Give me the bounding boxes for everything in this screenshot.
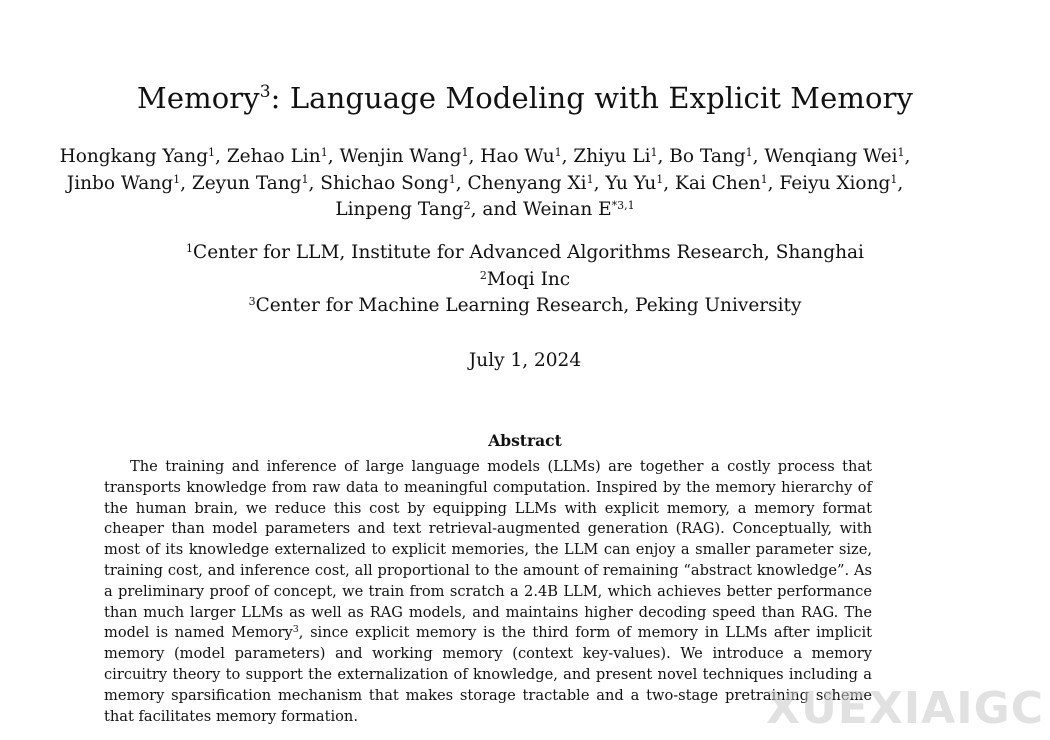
author <box>480 146 561 167</box>
paper-title <box>0 78 1050 118</box>
author-affiliation-mark: 1 <box>586 172 594 186</box>
author-affiliation-mark: 1 <box>890 172 898 186</box>
publication-date: July 1, 2024 <box>468 350 582 371</box>
author <box>605 173 663 194</box>
author-separator: , <box>752 146 765 167</box>
author-affiliation-mark: 1 <box>301 172 309 186</box>
author-name: Feiyu Xiong <box>779 172 891 194</box>
author-separator: , <box>897 172 910 194</box>
author-separator: , <box>593 172 606 194</box>
author-separator: , <box>308 172 321 194</box>
author-name: Kai Chen <box>675 172 761 194</box>
author-separator: , <box>767 172 780 194</box>
author-name: Zehao Lin <box>226 146 321 167</box>
author-name: Wenjin Wang <box>339 146 462 167</box>
affiliation-mark: 1 <box>186 242 194 255</box>
author <box>573 146 657 167</box>
author-separator: , <box>561 146 574 167</box>
abstract-superscript: 3 <box>292 624 299 636</box>
title-main: Memory <box>137 81 260 115</box>
author-affiliation-mark: 1 <box>320 146 328 159</box>
affiliation <box>0 267 1050 294</box>
author-name: Bo Tang <box>669 146 746 167</box>
affiliation-mark: 3 <box>248 295 256 308</box>
author-name: Shichao Song <box>320 172 449 194</box>
author-name: Zhiyu Li <box>573 146 651 167</box>
author-name: Hao Wu <box>480 146 555 167</box>
author <box>675 173 768 194</box>
watermark: XUEXIAIGC <box>766 683 1044 734</box>
abstract-heading: Abstract <box>488 431 562 450</box>
author-affiliation-mark: 1 <box>448 172 456 186</box>
author <box>764 146 904 167</box>
author-list <box>55 144 915 224</box>
abstract-text <box>104 457 872 727</box>
author-name: Weinan E <box>523 199 612 220</box>
affiliation-list <box>0 240 1050 320</box>
affiliation-text: Moqi Inc <box>486 268 571 290</box>
author-separator: , <box>215 146 227 167</box>
author <box>60 146 215 167</box>
affiliation-text: Center for LLM, Institute for Advanced Algorithms Research, Shanghai <box>193 242 864 263</box>
author-affiliation-mark: 2 <box>463 199 471 212</box>
author <box>192 173 309 194</box>
author-affiliation-mark: 1 <box>897 146 905 159</box>
author <box>779 173 897 194</box>
author-affiliation-mark: 1 <box>760 172 768 186</box>
author <box>467 173 593 194</box>
author-affiliation-mark: 1 <box>745 146 753 159</box>
author-name: Linpeng Tang <box>335 199 464 220</box>
author-name: Yu Yu <box>605 172 657 194</box>
author-name: Jinbo Wang <box>66 172 174 194</box>
author-affiliation-mark: 1 <box>461 146 469 159</box>
abstract-text-part1: The training and inference of large language models (LLMs) are together a costly process that transports knowledge from raw data to meaningful computation. Inspired by the memory hierarchy of the human brain, we reduce this cost by equipping LLMs with explicit memory, a memory format cheaper than model parameters and text retrieval-augmented generation (RAG). Conceptually, with most of its knowledge externalized to explicit memories, the LLM can enjoy a smaller parameter size, training cost, and inference cost, all proportional to the amount of remaining “abstract knowledge”. As a preliminary proof of concept, we train from scratch a 2.4B LLM, which achieves better performance than much larger LLMs as well as RAG models, and maintains higher decoding speed than RAG. The model is named Memory <box>104 458 872 642</box>
author-name: Chenyang Xi <box>467 172 587 194</box>
author-affiliation-mark: *3,1 <box>611 199 635 212</box>
affiliation-mark: 2 <box>479 268 487 282</box>
affiliation <box>0 240 1050 267</box>
author-separator: , <box>327 146 340 167</box>
author <box>227 146 328 167</box>
affiliation <box>0 293 1050 320</box>
author-separator: , <box>904 146 917 167</box>
author-separator: , <box>663 172 676 194</box>
abstract-text-part2: , since explicit memory is the third form of memory in LLMs after implicit memory (model parameters) and working memory (context key-values). We introduce a memory circuitry theory to support the externalization of knowledge, and present novel techniques including a memory sparsification mechanism that makes storage tractable and a two-stage pretraining scheme that facilitates memory formation. <box>104 624 873 725</box>
author-affiliation-mark: 1 <box>208 146 216 159</box>
author-affiliation-mark: 1 <box>173 172 181 186</box>
author-name: Hongkang Yang <box>59 146 209 167</box>
author-separator: , <box>180 172 192 194</box>
author-separator: , <box>455 172 468 194</box>
author-affiliation-mark: 1 <box>554 146 562 159</box>
author-affiliation-mark: 1 <box>656 172 664 186</box>
author-name: Wenqiang Wei <box>764 146 898 167</box>
author-separator: , and <box>470 199 524 220</box>
author <box>335 199 470 220</box>
title-rest: : Language Modeling with Explicit Memory <box>270 81 913 115</box>
author-separator: , <box>657 146 670 167</box>
author-name: Zeyun Tang <box>191 172 302 194</box>
author <box>320 173 455 194</box>
author-separator: , <box>468 146 481 167</box>
author <box>669 146 752 167</box>
title-superscript: 3 <box>259 82 271 102</box>
author <box>67 173 180 194</box>
affiliation-text: Center for Machine Learning Research, Peking University <box>255 295 802 316</box>
author-affiliation-mark: 1 <box>650 146 658 159</box>
author <box>339 146 468 167</box>
author <box>523 199 635 220</box>
